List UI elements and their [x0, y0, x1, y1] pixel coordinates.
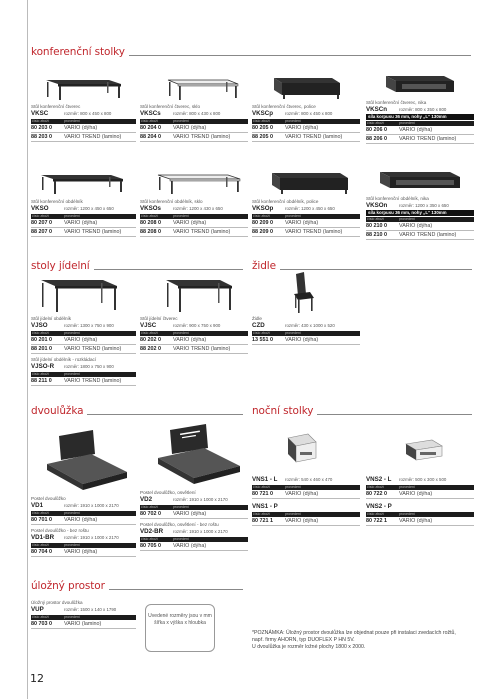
product-code-vd1br: VD1-BR	[31, 534, 55, 541]
product-vkscp	[252, 70, 360, 142]
product-code: VKSCn	[366, 106, 387, 113]
product-dimensions: rozměr: 1200 x 350 x 650	[399, 203, 449, 208]
product-dimensions: rozměr: 800 x 450 x 800	[64, 111, 112, 116]
product-caption: Stůl jídelní obdélník	[31, 316, 72, 321]
section-stoly-jidelni	[31, 258, 243, 272]
section-title: židle	[252, 260, 276, 272]
table-row: 88 207 0 VARIO TREND (lamino)	[31, 228, 136, 237]
table-header: číslo zboží provedení	[140, 505, 248, 510]
dimension-note-box	[145, 604, 215, 652]
product-image-vns1	[252, 432, 360, 476]
table-row: 88 206 0 VARIO TREND (lamino)	[366, 135, 474, 144]
table-header: číslo zboží provedení	[366, 121, 474, 126]
product-czd	[252, 272, 360, 345]
table-header: číslo zboží provedení	[252, 485, 360, 490]
table-row: 80 701 0 VARIO (dýha)	[31, 516, 136, 525]
table-row: 80 722 1 VARIO (dýha)	[366, 517, 474, 526]
table-header: číslo zboží provedení	[31, 119, 136, 124]
product-code: VD2	[140, 496, 153, 503]
product-dimensions: rozměr: 900 x 750 x 900	[173, 323, 221, 328]
table-header: číslo zboží provedení	[31, 331, 136, 336]
table-row: 13 551 0 VARIO (dýha)	[252, 336, 360, 345]
product-vksos	[140, 165, 248, 237]
product-caption: Úložný prostor dvoulůžka	[31, 600, 83, 605]
table-header: číslo zboží provedení	[140, 537, 248, 542]
product-image-vksop	[252, 165, 360, 197]
product-note: síla korpusu 36 mm, nohy „L“ 130mm	[366, 114, 474, 120]
table-row: 88 204 0 VARIO TREND (lamino)	[140, 133, 248, 142]
table-row: 80 721 1 VARIO (dýha)	[252, 517, 360, 526]
table-row: 80 721 0 VARIO (dýha)	[252, 490, 360, 499]
footnote-line: U dvoulůžka je rozměr ložné plochy 1800 x 2000.	[252, 644, 366, 650]
product-code: VKSOp	[252, 205, 274, 212]
product-code: VD1	[31, 502, 44, 509]
product-code: VKSOn	[366, 202, 388, 209]
product-code: VKSCp	[252, 110, 273, 117]
table-header: číslo zboží provedení	[31, 543, 136, 548]
table-row: 80 208 0 VARIO (dýha)	[140, 219, 248, 228]
product-image-vkson	[366, 160, 474, 194]
section-title: konferenční stolky	[31, 46, 125, 58]
product-vksc	[31, 70, 136, 142]
product-image-vksc	[31, 70, 136, 102]
product-image-czd	[252, 272, 360, 314]
section-title: úložný prostor	[31, 580, 105, 592]
product-vjso	[31, 276, 136, 386]
table-header: číslo zboží provedení	[140, 331, 248, 336]
product-vns2	[366, 432, 474, 526]
product-image-vkscn	[366, 64, 474, 98]
table-row: 88 201 0 VARIO TREND (lamino)	[31, 345, 136, 354]
product-caption: Stůl konferenční čtverec, nika	[366, 100, 427, 105]
table-header: číslo zboží provedení	[140, 119, 248, 124]
section-ulozny-prostor	[31, 578, 243, 592]
product-image-vns2	[366, 432, 474, 476]
table-header: číslo zboží provedení	[31, 511, 136, 516]
table-row: 88 209 0 VARIO TREND (lamino)	[252, 228, 360, 237]
product-dimensions: rozměr: 1800 x 750 x 900	[64, 364, 114, 369]
table-row: 80 207 0 VARIO (dýha)	[31, 219, 136, 228]
product-dimensions: rozměr: 1300 x 750 x 900	[64, 323, 114, 328]
product-caption-vjsor: Stůl jídelní obdélník - rozkládací	[31, 357, 97, 362]
product-vksop	[252, 165, 360, 237]
product-caption: Stůl konferenční čtverec	[31, 104, 81, 109]
product-dimensions: rozměr: 500 x 300 x 500	[399, 477, 447, 482]
product-code: VNS2 - P	[366, 503, 392, 510]
section-zidle	[252, 258, 472, 272]
table-row: 80 702 0 VARIO (dýha)	[140, 510, 248, 519]
product-code: VKSCs	[140, 110, 161, 117]
product-code: VNS1 - P	[252, 503, 278, 510]
product-dimensions: rozměr: 800 x 450 x 800	[285, 111, 333, 116]
product-vd2	[140, 418, 248, 551]
table-row: 88 202 0 VARIO TREND (lamino)	[140, 345, 248, 354]
product-caption: Stůl konferenční obdélník	[31, 199, 83, 204]
product-caption: Stůl konferenční obdélník, police	[252, 199, 319, 204]
product-code: VKSOs	[140, 205, 161, 212]
table-header: číslo zboží provedení	[366, 485, 474, 490]
product-vkscn	[366, 64, 474, 144]
product-caption: Stůl konferenční čtverec, sklo	[140, 104, 201, 109]
product-vns1	[252, 432, 360, 526]
table-row: 80 703 0 VARIO (lamino)	[31, 620, 136, 629]
product-dimensions: rozměr: 430 x 1000 x 520	[285, 323, 335, 328]
product-vkson	[366, 160, 474, 240]
section-title: noční stolky	[252, 405, 314, 417]
product-code-vd2br: VD2-BR	[140, 528, 164, 535]
product-vkso	[31, 165, 136, 237]
product-code: VKSC	[31, 110, 49, 117]
product-image-vd1	[31, 424, 136, 494]
table-header: číslo zboží provedení	[252, 119, 360, 124]
section-title: stoly jídelní	[31, 260, 90, 272]
product-code: VUP	[31, 606, 44, 613]
product-image-vd2	[140, 418, 248, 488]
product-caption: Stůl konferenční obdélník, nika	[366, 196, 429, 201]
product-image-vjso	[31, 276, 136, 314]
footnote-line: *POZNÁMKA: Úložný prostor dvoulůžka lze objednat pouze při instalaci zvedacích rožtů,	[252, 630, 456, 636]
product-vup	[31, 598, 136, 629]
product-note: síla korpusu 36 mm, nohy „L“ 130mm	[366, 210, 474, 216]
product-dimensions: rozměr: 1910 x 1000 x 2170	[64, 503, 119, 508]
product-dimensions: rozměr: 540 x 460 x 470	[285, 477, 333, 482]
product-caption-vd2br: Postel dvoulůžko, osvětlení - bez roštu	[140, 522, 219, 527]
table-header: číslo zboží provedení	[31, 372, 136, 377]
table-row: 80 201 0 VARIO (dýha)	[31, 336, 136, 345]
product-caption: Židle	[252, 316, 262, 321]
product-image-vksos	[140, 165, 248, 197]
table-header: číslo zboží provedení	[252, 512, 360, 517]
product-caption: Stůl konferenční obdélník, sklo	[140, 199, 203, 204]
product-caption: Stůl jídelní čtverec	[140, 316, 178, 321]
product-dimensions: rozměr: 1200 x 450 x 650	[285, 206, 335, 211]
table-header: číslo zboží provedení	[31, 615, 136, 620]
table-row: 80 722 0 VARIO (dýha)	[366, 490, 474, 499]
table-header: číslo zboží provedení	[252, 214, 360, 219]
table-row: 80 205 0 VARIO (dýha)	[252, 124, 360, 133]
product-code: VNS1 - L	[252, 476, 278, 483]
product-image-vkscp	[252, 70, 360, 102]
table-row: 88 208 0 VARIO TREND (lamino)	[140, 228, 248, 237]
product-image-vkscs	[140, 70, 248, 102]
page-margin-line	[27, 0, 28, 699]
section-nocni-stolky	[252, 403, 472, 417]
product-dimensions: rozměr: 1200 x 450 x 650	[64, 206, 114, 211]
product-caption: Postel dvoulůžko, osvětlení	[140, 490, 196, 495]
table-row: 80 705 0 VARIO (dýha)	[140, 542, 248, 551]
product-code: VNS2 - L	[366, 476, 392, 483]
product-code-vjsor: VJSO-R	[31, 363, 55, 370]
product-code: VJSO	[31, 322, 48, 329]
section-konferencni-stolky	[31, 44, 471, 58]
table-row: 88 211 0 VARIO TREND (lamino)	[31, 377, 136, 386]
product-dimensions: rozměr: 1500 x 140 x 1790	[64, 607, 117, 612]
dimension-note: Uvedené rozměry jsou v mm šířka x výška x hloubka	[148, 613, 212, 626]
product-caption: Postel dvoulůžko	[31, 496, 66, 501]
product-dimensions: rozměr: 800 x 350 x 800	[399, 107, 447, 112]
product-image-vjsc	[140, 276, 248, 314]
table-row: 80 210 0 VARIO (dýha)	[366, 222, 474, 231]
table-row: 88 210 0 VARIO TREND (lamino)	[366, 231, 474, 240]
footnote-line: např. firmy AHORN, typ DUOFLEX P HN 5V.	[252, 637, 355, 643]
product-dimensions: rozměr: 800 x 430 x 800	[173, 111, 221, 116]
table-row: 80 704 0 VARIO (dýha)	[31, 548, 136, 557]
table-header: číslo zboží provedení	[366, 512, 474, 517]
section-dvoulozka	[31, 403, 243, 417]
product-dimensions: rozměr: 1200 x 430 x 650	[173, 206, 223, 211]
table-row: 80 209 0 VARIO (dýha)	[252, 219, 360, 228]
table-row: 80 204 0 VARIO (dýha)	[140, 124, 248, 133]
table-header: číslo zboží provedení	[140, 214, 248, 219]
product-caption: Stůl konferenční čtverec, police	[252, 104, 316, 109]
table-header: číslo zboží provedení	[31, 214, 136, 219]
table-row: 88 203 0 VARIO TREND (lamino)	[31, 133, 136, 142]
product-dimensions: rozměr: 1910 x 1000 x 2170	[173, 497, 228, 502]
footnote	[252, 630, 482, 651]
table-header: číslo zboží provedení	[366, 217, 474, 222]
table-header: číslo zboží provedení	[252, 331, 360, 336]
table-row: 80 206 0 VARIO (dýha)	[366, 126, 474, 135]
table-row: 80 203 0 VARIO (dýha)	[31, 124, 136, 133]
section-title: dvoulůžka	[31, 405, 84, 417]
product-dimensions: rozměr: 1910 x 1000 x 2170	[64, 535, 119, 540]
table-row: 88 205 0 VARIO TREND (lamino)	[252, 133, 360, 142]
product-code: VKSO	[31, 205, 49, 212]
product-code: CZD	[252, 322, 265, 329]
product-dimensions: rozměr: 1910 x 1000 x 2170	[173, 529, 228, 534]
product-caption-vd1br: Postel dvoulůžko - bez roštu	[31, 528, 89, 533]
product-image-vkso	[31, 165, 136, 197]
table-row: 80 202 0 VARIO (dýha)	[140, 336, 248, 345]
product-vkscs	[140, 70, 248, 142]
product-vjsc	[140, 276, 248, 354]
product-vd1	[31, 424, 136, 557]
product-code: VJSC	[140, 322, 157, 329]
page-number: 12	[30, 672, 44, 685]
